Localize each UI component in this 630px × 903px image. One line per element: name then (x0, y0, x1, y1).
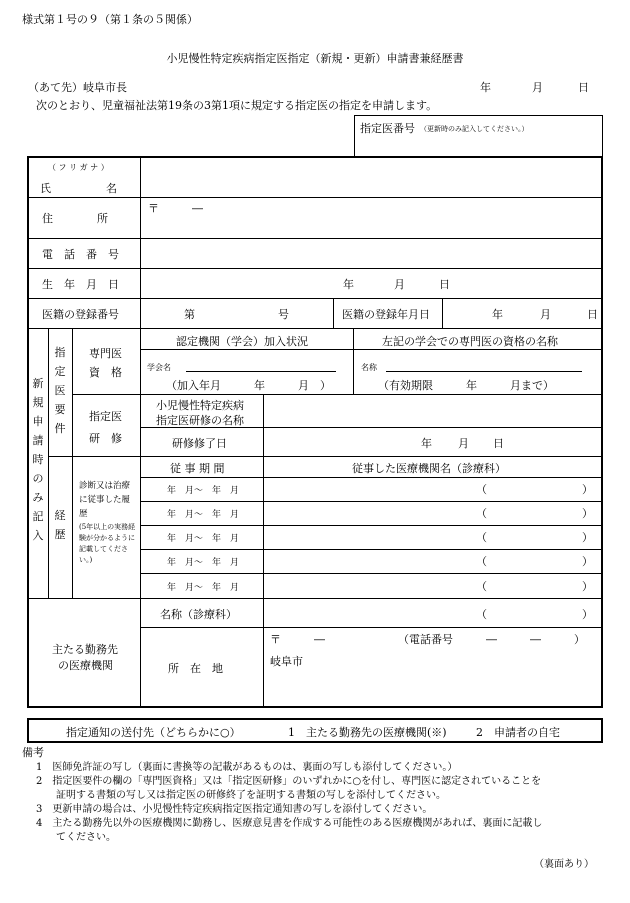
workplace-paren-open: （ (476, 608, 487, 621)
remarks-title: 備考 (22, 746, 44, 759)
training-day-label: 日 (493, 437, 504, 450)
career-row-field[interactable] (264, 574, 601, 598)
birth-month-label: 月 (394, 278, 405, 291)
address-field[interactable] (141, 198, 601, 238)
workplace-address-label: 所 在 地 (168, 662, 223, 675)
remark-item: 2 指定医要件の欄の「専門医資格」又は「指定医研修」のいずれかに○を付し、専門医に認定されていることを (36, 776, 542, 787)
designation-no-note: （更新時のみ記入してください。） (420, 125, 529, 133)
paren-close-1: ） (582, 483, 593, 496)
workplace-postal: 〒 ― (270, 633, 325, 646)
notice-option-home[interactable]: 2 申請者の自宅 (476, 726, 560, 739)
birth-day-label: 日 (439, 278, 450, 291)
training-label-2: 研 修 (89, 432, 122, 445)
workplace-phone: （電話番号 ― ― ） (398, 633, 585, 646)
reg-date-label: 医籍の登録年月日 (342, 308, 430, 321)
period-row-1: 年 月～ 年 月 (167, 486, 240, 496)
training-done-label: 研修修了日 (172, 437, 227, 450)
workplace-label-2: の医療機関 (58, 659, 113, 672)
period-row-2: 年 月～ 年 月 (167, 510, 240, 520)
date-day-label: 日 (578, 81, 589, 94)
period-row-4: 年 月～ 年 月 (167, 558, 240, 568)
society-name-label: 学会名 (147, 363, 171, 372)
form-title: 小児慢性特定疾病指定医指定（新規・更新）申請書兼経歴書 (166, 52, 464, 65)
career-row-field[interactable] (264, 526, 601, 549)
address-postal-mark: 〒 ― (148, 202, 203, 215)
training-month-label: 月 (458, 437, 469, 450)
remark-item: 証明する書類の写し又は指定医の研修終了を証明する書類の写しを添付してください。 (36, 790, 446, 801)
paren-open-5: （ (476, 580, 487, 593)
paren-close-5: ） (582, 580, 593, 593)
career-row-field[interactable] (264, 502, 601, 525)
specialist-label-1: 専門医 (89, 347, 122, 360)
training-year-label: 年 (421, 437, 432, 450)
reg-no-label: 医籍の登録番号 (42, 308, 119, 321)
address-label: 住 所 (42, 212, 108, 225)
cert-name-field[interactable] (386, 356, 582, 372)
date-month-label: 月 (532, 81, 543, 94)
paren-open-2: （ (476, 507, 487, 520)
specialist-label-2: 資 格 (89, 366, 122, 379)
new-only-side-label: 新規申請時のみ記入 (32, 377, 44, 542)
career-desc: 診断又は治療に従事した履歴 (79, 481, 131, 519)
career-row-field[interactable] (264, 478, 601, 501)
intro-text: 次のとおり、児童福祉法第19条の3第1項に規定する指定医の指定を申請します。 (36, 99, 438, 112)
workplace-label-1: 主たる勤務先 (52, 643, 118, 656)
paren-close-3: ） (582, 531, 593, 544)
training-label-1: 指定医 (89, 410, 122, 423)
cert-name-label: 名称 (361, 363, 377, 372)
remark-item: 4 主たる勤務先以外の医療機関に勤務し、医療意見書を作成する可能性のある医療機関があれば、裏面に記載し (36, 818, 543, 829)
workplace-name-label: 名称（診療科） (160, 608, 237, 621)
paren-open-4: （ (476, 555, 487, 568)
reg-month-label: 月 (540, 308, 551, 321)
form-number: 様式第１号の９（第１条の５関係） (22, 13, 198, 26)
birthdate-label: 生 年 月 日 (42, 278, 119, 291)
notice-option-workplace[interactable]: 1 主たる勤務先の医療機関(※) (288, 726, 447, 739)
training-name-field[interactable] (264, 395, 601, 427)
workplace-city: 岐阜市 (270, 655, 303, 668)
name-field[interactable] (141, 158, 601, 197)
training-name-2: 指定医研修の名称 (156, 414, 244, 427)
paren-close-2: ） (582, 507, 593, 520)
paren-close-4: ） (582, 555, 593, 568)
remark-item: 1 医師免許証の写し（裏面に書換等の記載があるものは、裏面の写しも添付してください。） (36, 762, 458, 773)
remark-item: てください。 (36, 832, 116, 843)
valid-until: （有効期限 年 月まで） (378, 379, 554, 392)
birthdate-field[interactable] (141, 269, 601, 298)
date-year-label: 年 (480, 81, 491, 94)
remark-item: 3 更新申請の場合は、小児慢性特定疾病指定医指定通知書の写しを添付してください。 (36, 804, 433, 815)
reg-go-label: 号 (278, 308, 289, 321)
career-row-field[interactable] (264, 550, 601, 573)
name-label: 氏 名 (40, 182, 117, 195)
reg-day-label: 日 (587, 308, 598, 321)
paren-open-1: （ (476, 483, 487, 496)
workplace-paren-close: ） (582, 608, 593, 621)
society-header: 認定機関（学会）加入状況 (176, 335, 308, 348)
furigana-label: （ フ リ ガ ナ ） (48, 163, 109, 172)
period-row-5: 年 月～ 年 月 (167, 583, 240, 593)
notice-label: 指定通知の送付先（どちらかに○） (66, 726, 241, 739)
cert-header: 左記の学会での専門医の資格の名称 (382, 335, 558, 348)
join-date: （加入年月 年 月 ） (166, 379, 331, 392)
phone-label: 電 話 番 号 (42, 248, 119, 261)
designation-no-label: 指定医番号 (360, 122, 415, 135)
workplace-name-field[interactable] (264, 599, 601, 627)
paren-open-3: （ (476, 531, 487, 544)
requirements-label: 指定医要件 (54, 346, 66, 435)
career-note: (5年以上の実務経験が分かるように記載してください。) (79, 523, 136, 564)
phone-field[interactable] (141, 239, 601, 268)
back-note: （裏面あり） (534, 859, 594, 870)
reg-dai-label: 第 (184, 308, 195, 321)
period-header: 従 事 期 間 (170, 462, 225, 475)
society-name-field[interactable] (186, 356, 336, 372)
reg-year-label: 年 (492, 308, 503, 321)
addressee: （あて先）岐阜市長 (28, 81, 127, 94)
career-label: 経歴 (54, 509, 66, 541)
workplace-address-field[interactable] (264, 628, 601, 706)
period-row-3: 年 月～ 年 月 (167, 534, 240, 544)
institution-header: 従事した医療機関名（診療科） (352, 462, 506, 475)
birth-year-label: 年 (343, 278, 354, 291)
training-name-1: 小児慢性特定疾病 (156, 399, 244, 412)
